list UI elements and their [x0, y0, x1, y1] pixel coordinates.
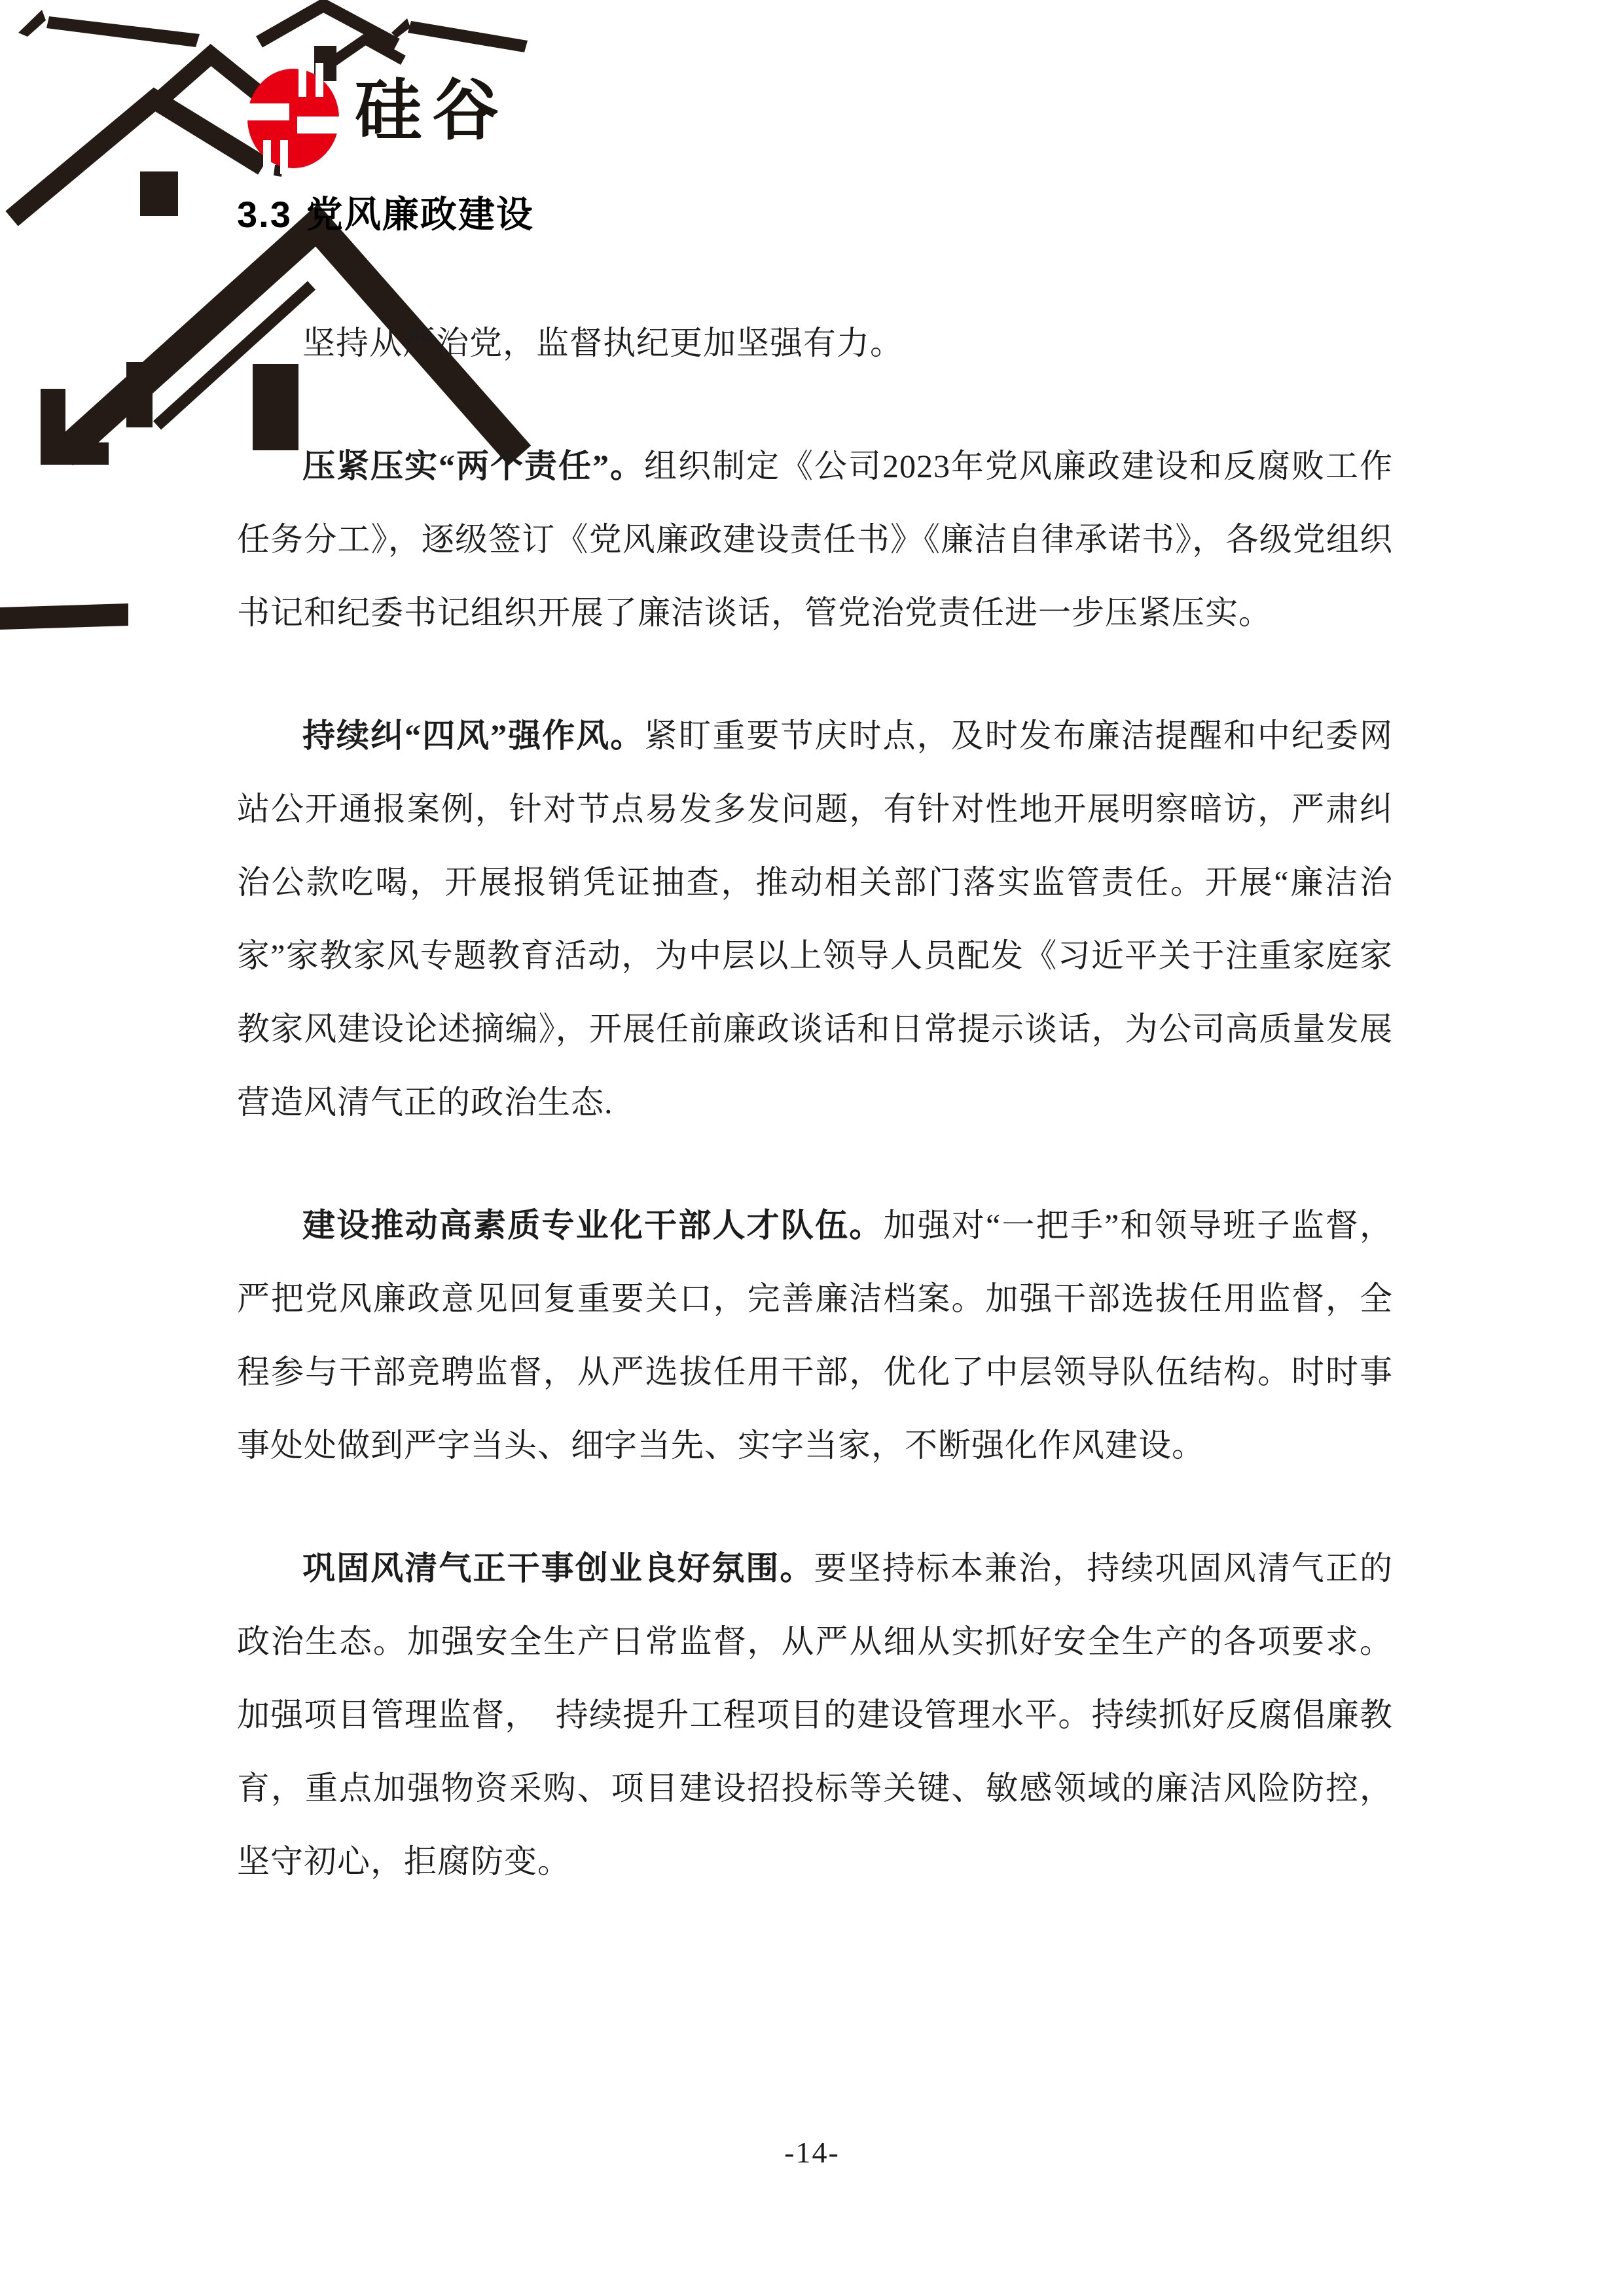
paragraph-text: 组织制定《公司2023年党风廉政建设和反腐败工作任务分工》，逐级签订《党风廉政建设责任书》《廉洁自律承诺书》，各级党组织书记和纪委书记组织开展了廉洁谈话，管党治党责任进一步压紧压实。: [237, 448, 1393, 631]
paragraph: [237, 1189, 1393, 1482]
paragraph-lead: 巩固风清气正干事创业良好氛围。: [302, 1550, 814, 1587]
paragraph: [237, 306, 1393, 380]
paragraph-lead: 建设推动高素质专业化干部人才队伍。: [302, 1207, 884, 1244]
document-body: [237, 306, 1393, 1948]
section-heading: [237, 196, 534, 233]
paragraph: [237, 699, 1393, 1139]
section-number: 3.3: [237, 194, 292, 235]
paragraph-text: 坚持从严治党，监督执纪更加坚强有力。: [302, 325, 903, 361]
paragraph-text: 加强对“一把手”和领导班子监督，严把党风廉政意见回复重要关口，完善廉洁档案。加强干部选拔任用监督，全程参与干部竞聘监督，从严选拔任用干部，优化了中层领导队伍结构。时时事事处处做到严字当头、细字当先、实字当家，不断强化作风建设。: [237, 1207, 1393, 1463]
page-number: -14-: [784, 2136, 840, 2169]
section-title: 党风廉政建设: [306, 194, 534, 235]
paragraph-lead: 压紧压实“两个责任”。: [302, 448, 644, 484]
paragraph-lead: 持续纠“四风”强作风。: [302, 717, 645, 754]
company-name: 硅谷: [355, 73, 509, 148]
paragraph: [237, 1532, 1393, 1898]
paragraph-text: 紧盯重要节庆时点，及时发布廉洁提醒和中纪委网站公开通报案例，针对节点易发多发问题，有针对性地开展明察暗访，严肃纠治公款吃喝，开展报销凭证抽查，推动相关部门落实监管责任。开展“廉洁治家”家教家风专题教育活动，为中层以上领导人员配发《习近平关于注重家庭家教家风建设论述摘编》，开展任前廉政谈话和日常提示谈话，为公司高质量发展营造风清气正的政治生态.: [237, 717, 1393, 1121]
paragraph: [237, 429, 1393, 649]
paragraph-text: 要坚持标本兼治，持续巩固风清气正的政治生态。加强安全生产日常监督，从严从细从实抓好安全生产的各项要求。加强项目管理监督， 持续提升工程项目的建设管理水平。持续抓好反腐倡廉教育，重点加强物资采购、项目建设招投标等关键、敏感领域的廉洁风险防控，坚守初心，拒腐防变。: [237, 1550, 1394, 1880]
